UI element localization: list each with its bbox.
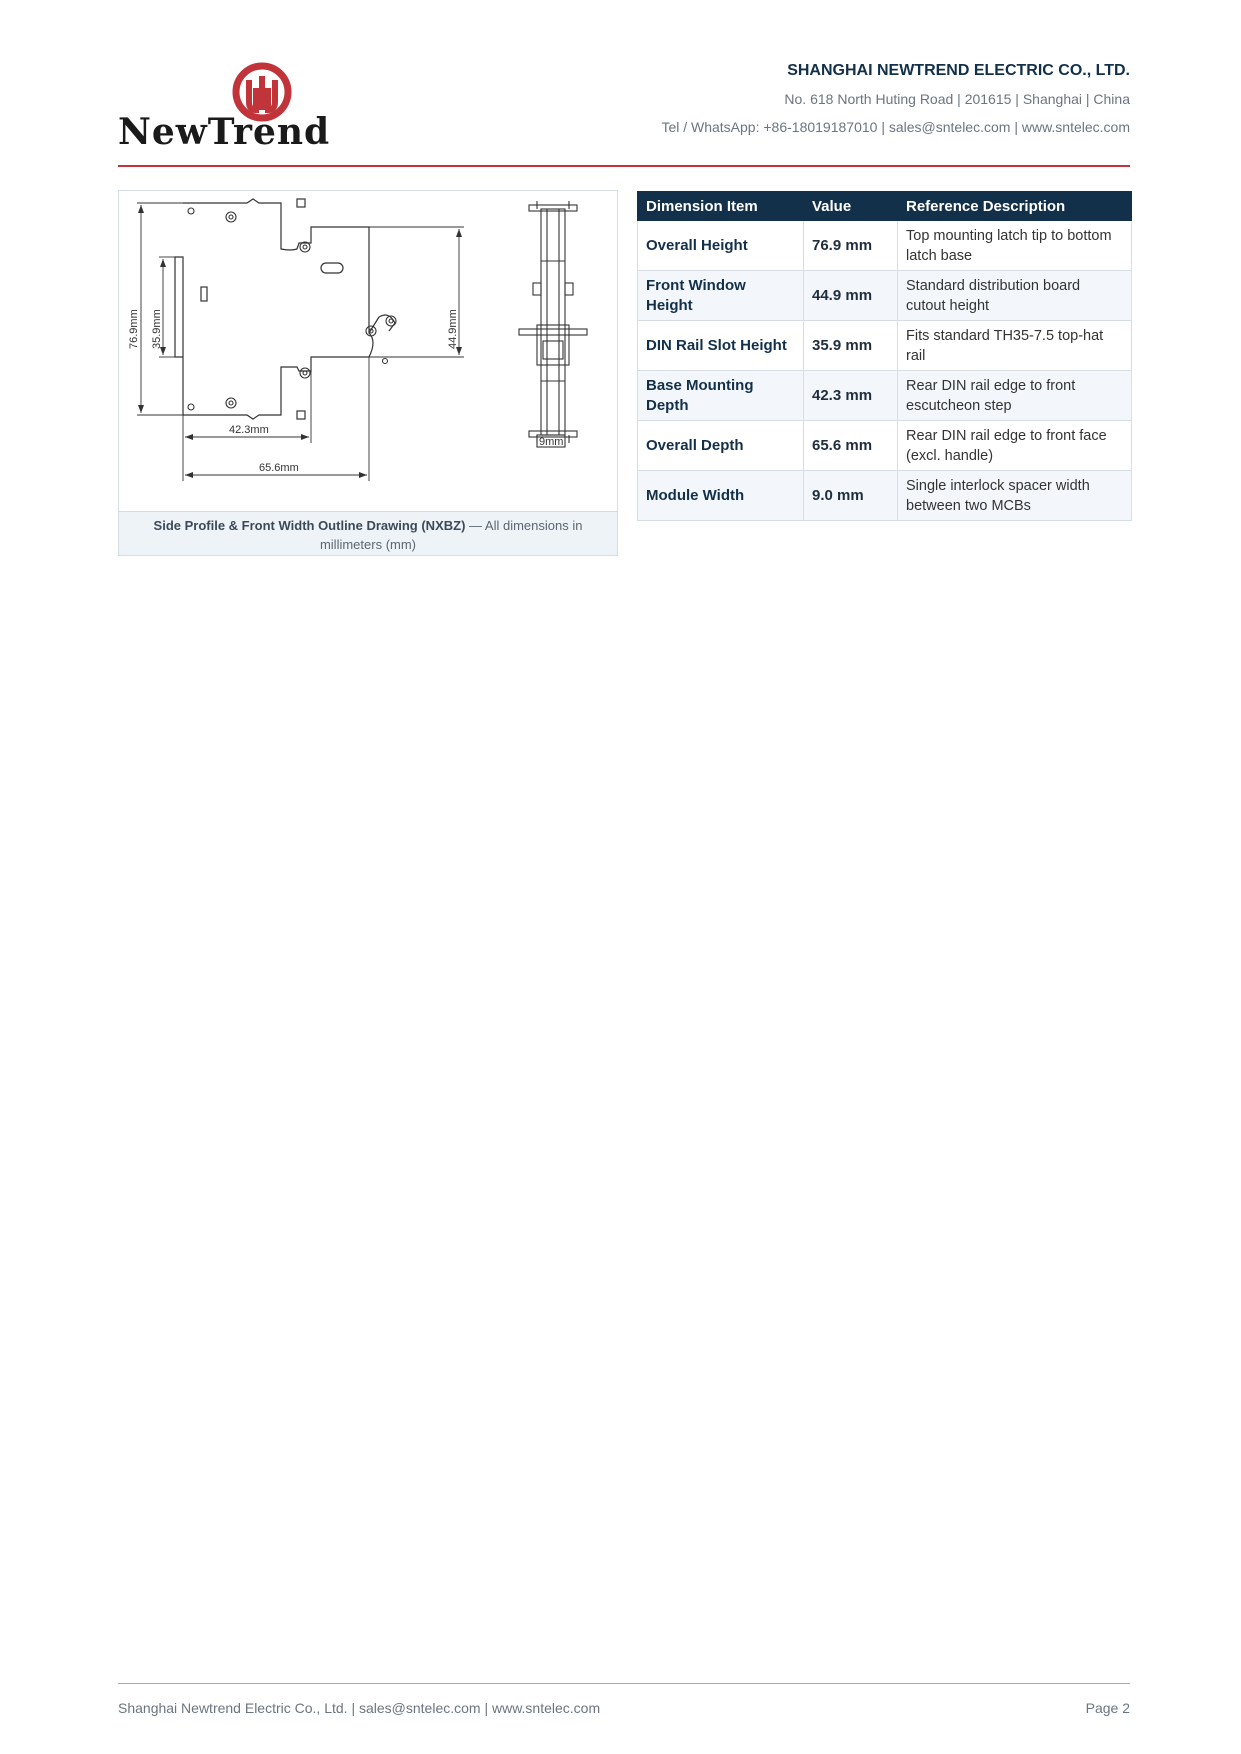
header-divider	[118, 165, 1130, 167]
company-header	[661, 60, 1130, 136]
table-row	[638, 471, 1132, 521]
dim-overall-height: 76.9mm	[128, 309, 140, 349]
dim-din-slot: 35.9mm	[151, 309, 163, 349]
row-item: Overall Depth	[638, 421, 804, 471]
row-item: Base Mounting Depth	[638, 371, 804, 421]
row-value: 42.3 mm	[804, 371, 898, 421]
company-contact: Tel / WhatsApp: +86-18019187010 | sales@sntelec.com | www.sntelec.com	[661, 119, 1130, 135]
table-header-row	[638, 192, 1132, 221]
page-number: Page 2	[1085, 1700, 1130, 1716]
row-description: Fits standard TH35-7.5 top-hat rail	[898, 321, 1132, 371]
company-name: SHANGHAI NEWTREND ELECTRIC CO., LTD.	[787, 62, 1130, 79]
row-item: Module Width	[638, 471, 804, 521]
table-row	[638, 421, 1132, 471]
company-address: No. 618 North Huting Road | 201615 | Shanghai | China	[784, 91, 1130, 107]
row-item: Overall Height	[638, 221, 804, 271]
footer-company-info: Shanghai Newtrend Electric Co., Ltd. | sales@sntelec.com | www.sntelec.com	[118, 1700, 601, 1716]
header-dimension-item: Dimension Item	[638, 192, 804, 221]
table-row	[638, 321, 1132, 371]
drawing-caption	[119, 511, 617, 555]
outline-drawing	[119, 191, 617, 511]
dim-module-width: 9mm	[539, 436, 564, 448]
outline-drawing-panel	[118, 190, 618, 556]
row-item: Front Window Height	[638, 271, 804, 321]
table-row	[638, 271, 1132, 321]
dimension-table	[637, 191, 1132, 521]
header-value: Value	[804, 192, 898, 221]
row-description: Top mounting latch tip to bottom latch base	[898, 221, 1132, 271]
row-value: 65.6 mm	[804, 421, 898, 471]
footer-divider	[118, 1683, 1130, 1684]
row-item: DIN Rail Slot Height	[638, 321, 804, 371]
dim-front-window: 44.9mm	[447, 309, 459, 349]
caption-title: Side Profile & Front Width Outline Drawing (NXBZ)	[153, 518, 466, 533]
row-value: 44.9 mm	[804, 271, 898, 321]
dim-overall-depth: 65.6mm	[259, 462, 299, 474]
row-value: 9.0 mm	[804, 471, 898, 521]
brand-wordmark: NewTrend	[118, 111, 331, 153]
dim-base-depth: 42.3mm	[229, 424, 269, 436]
row-value: 35.9 mm	[804, 321, 898, 371]
row-description: Single interlock spacer width between two MCBs	[898, 471, 1132, 521]
table-row	[638, 371, 1132, 421]
table-row	[638, 221, 1132, 271]
header-reference-description: Reference Description	[898, 192, 1132, 221]
row-description: Rear DIN rail edge to front face (excl. handle)	[898, 421, 1132, 471]
row-description: Rear DIN rail edge to front escutcheon step	[898, 371, 1132, 421]
caption-note: — All dimensions in millimeters (mm)	[319, 518, 583, 552]
row-description: Standard distribution board cutout height	[898, 271, 1132, 321]
row-value: 76.9 mm	[804, 221, 898, 271]
